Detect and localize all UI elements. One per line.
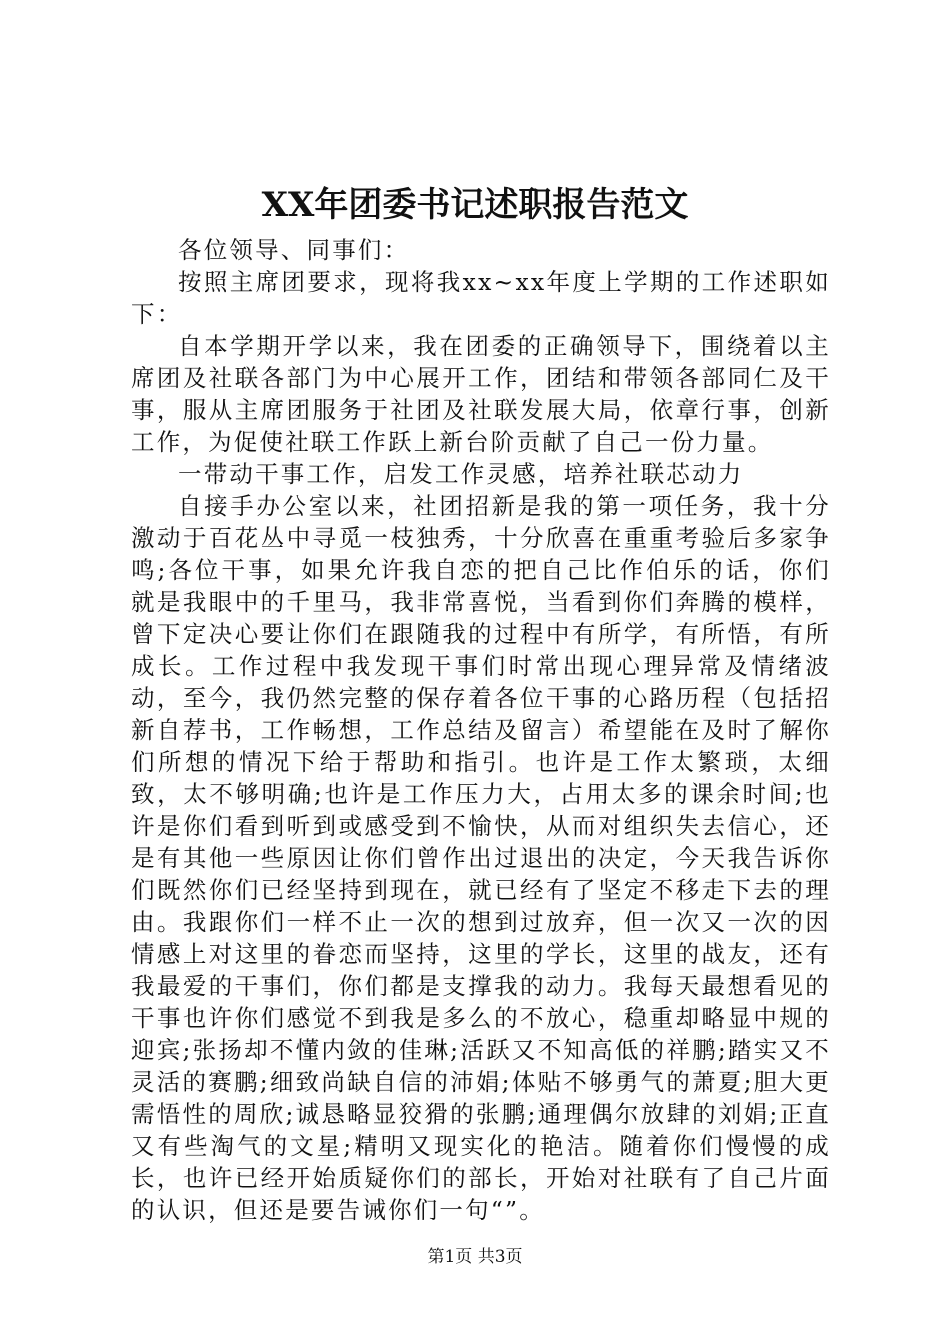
paragraph-greeting: 各位领导、同事们：	[178, 236, 410, 264]
page-footer: 第1页 共3页	[427, 1247, 523, 1267]
document-body	[131, 234, 831, 1226]
document-title: XX年团委书记述职报告范文	[261, 185, 689, 225]
paragraph-intro: 按照主席团要求，现将我xx~xx年度上学期的工作述职如下：	[131, 268, 831, 328]
section-heading: 一带动干事工作，启发工作灵感，培养社联芯动力	[178, 460, 744, 488]
paragraph-main: 自接手办公室以来，社团招新是我的第一项任务，我十分激动于百花丛中寻觅一枝独秀，十分欣喜在重重考验后多家争鸣;各位干事，如果允许我自恋的把自己比作伯乐的话，你们就是我眼中的千里马，我非常喜悦，当看到你们奔腾的模样，曾下定决心要让你们在跟随我的过程中有所学，有所悟，有所成长。工作过程中我发现干事们时常出现心理异常及情绪波动，至今，我仍然完整的保存着各位干事的心路历程（包括招新自荐书，工作畅想，工作总结及留言）希望能在及时了解你们所想的情况下给于帮助和指引。也许是工作太繁琐，太细致，太不够明确;也许是工作压力大，占用太多的课余时间;也许是你们看到听到或感受到不愉快，从而对组织失去信心，还是有其他一些原因让你们曾作出过退出的决定，今天我告诉你们既然你们已经坚持到现在，就已经有了坚定不移走下去的理由。我跟你们一样不止一次的想到过放弃，但一次又一次的因情感上对这里的眷恋而坚持，这里的学长，这里的战友，还有我最爱的干事们，你们都是支撑我的动力。我每天最想看见的干事也许你们感觉不到我是多么的不放心，稳重却略显中规的迎宾;张扬却不懂内敛的佳琳;活跃又不知高低的祥鹏;踏实又不灵活的赛鹏;细致尚缺自信的沛娟;体贴不够勇气的萧夏;胆大更需悟性的周欣;诚恳略显狡猾的张鹏;通理偶尔放肆的刘娟;正直又有些淘气的文星;精明又现实化的艳洁。随着你们慢慢的成长，也许已经开始质疑你们的部长，开始对社联有了自己片面的认识，但还是要告诫你们一句“”。	[131, 492, 831, 1224]
paragraph-summary: 自本学期开学以来，我在团委的正确领导下，围绕着以主席团及社联各部门为中心展开工作，团结和带领各部同仁及干事，服从主席团服务于社团及社联发展大局，依章行事，创新工作，为促使社联工作跃上新台阶贡献了自己一份力量。	[131, 332, 831, 456]
